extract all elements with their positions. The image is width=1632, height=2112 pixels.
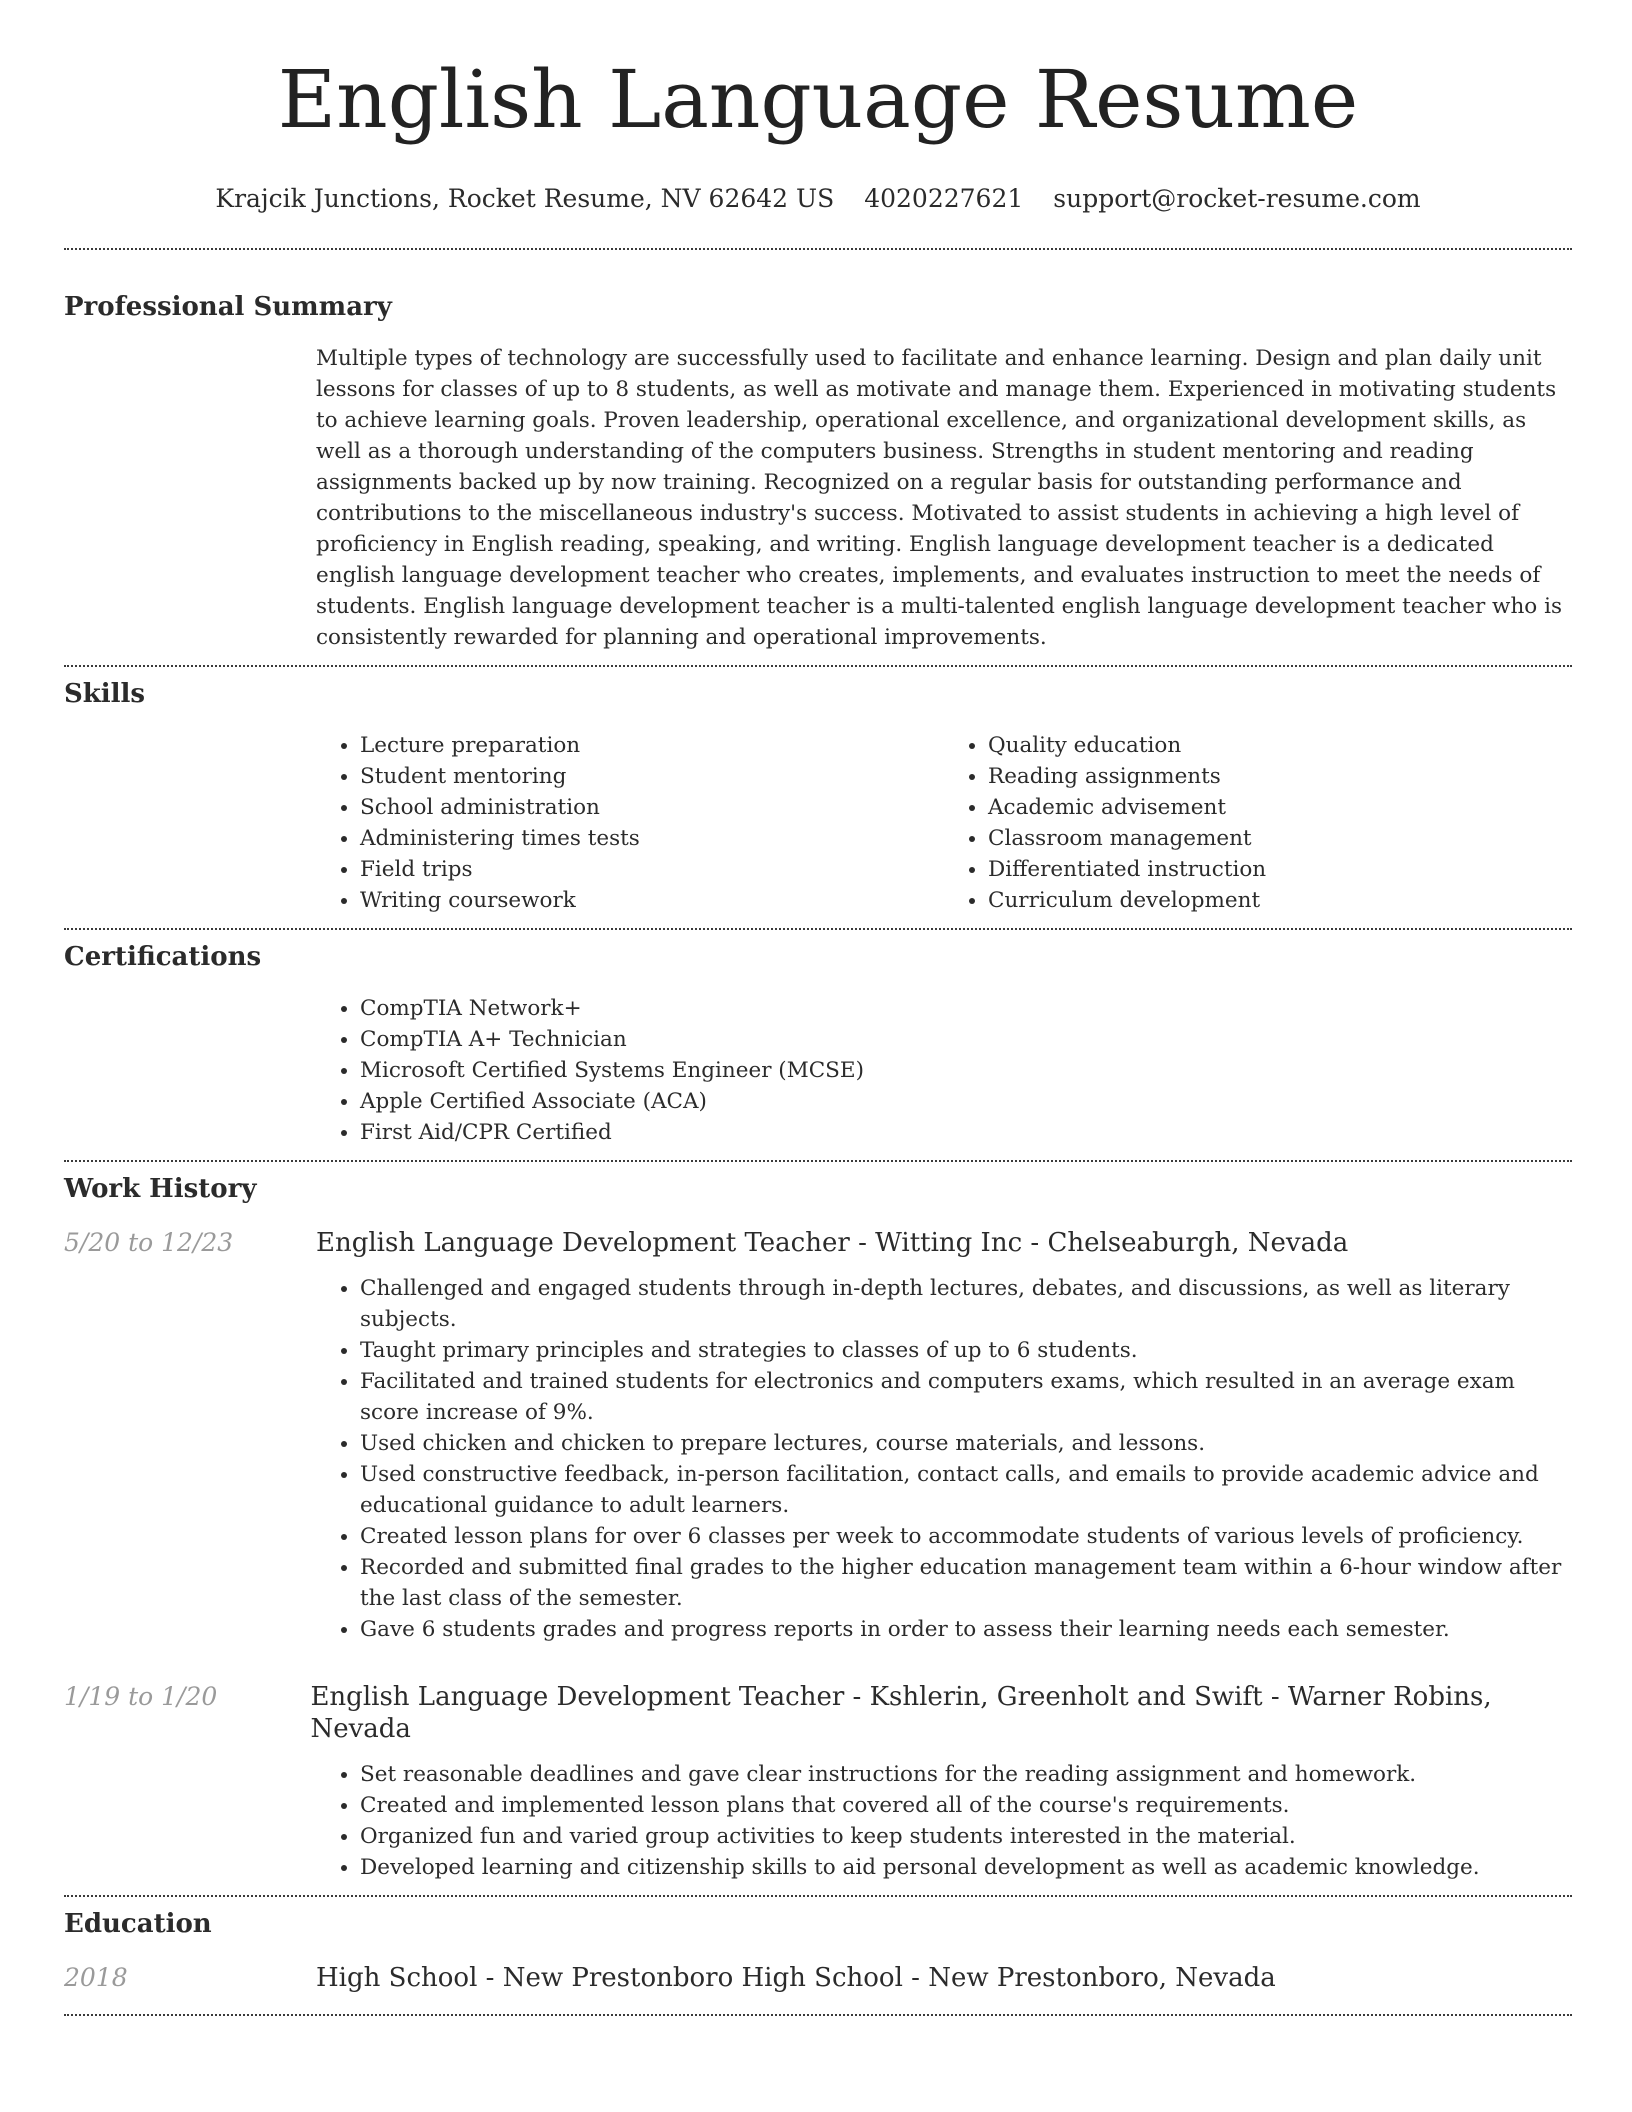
job-heading: English Language Development Teacher - Witting Inc - Chelseaburgh, Nevada (316, 1228, 1349, 1258)
job-details (316, 1273, 1572, 1645)
skill-item: • School administration (360, 792, 944, 823)
skill-item: • Reading assignments (988, 761, 1572, 792)
divider (64, 1895, 1572, 1897)
contact-email: support@rocket-resume.com (1053, 184, 1421, 213)
contact-address: Krajcik Junctions, Rocket Resume, NV 62642 US (215, 184, 835, 213)
job-bullet: • Challenged and engaged students through in-depth lectures, debates, and discussions, as well as literary subjects. (360, 1273, 1572, 1335)
job-entry (64, 1681, 1572, 1745)
certification-item: • CompTIA Network+ (360, 993, 1572, 1024)
divider (64, 665, 1572, 667)
divider (64, 928, 1572, 930)
skill-item: • Lecture preparation (360, 730, 944, 761)
skill-item: • Curriculum development (988, 885, 1572, 916)
job-bullet: • Organized fun and varied group activities to keep students interested in the material. (360, 1821, 1572, 1852)
skill-item: • Administering times tests (360, 823, 944, 854)
divider (64, 1160, 1572, 1162)
job-bullet: • Created and implemented lesson plans that covered all of the course's requirements. (360, 1790, 1572, 1821)
section-title-work: Work History (64, 1174, 257, 1204)
skill-item: • Field trips (360, 854, 944, 885)
education-section (64, 1908, 1572, 1994)
job-bullets (316, 1273, 1572, 1645)
skill-item: • Writing coursework (360, 885, 944, 916)
skill-item: • Differentiated instruction (988, 854, 1572, 885)
skills-list-right (944, 730, 1572, 916)
skill-item: • Classroom management (988, 823, 1572, 854)
contact-phone: 4020227621 (864, 184, 1024, 213)
education-entry (64, 1962, 1572, 1994)
divider (64, 248, 1572, 250)
education-year: 2018 (64, 1963, 128, 1992)
job-bullet: • Taught primary principles and strategies to classes of up to 6 students. (360, 1335, 1572, 1366)
work-history-section (64, 1173, 1572, 1883)
certifications-list (316, 993, 1572, 1148)
summary-content (316, 343, 1572, 653)
resume-name: English Language Resume (277, 53, 1359, 146)
job-dates: 1/19 to 1/20 (64, 1682, 218, 1711)
certifications-section (64, 941, 1572, 1148)
skill-item: • Quality education (988, 730, 1572, 761)
job-heading: English Language Development Teacher - Kshlerin, Greenholt and Swift - Warner Robins, Nevada (310, 1682, 1492, 1744)
certification-item: • Microsoft Certified Systems Engineer (MCSE) (360, 1055, 1572, 1086)
divider (64, 2014, 1572, 2016)
job-bullets (316, 1759, 1572, 1883)
education-heading: High School - New Prestonboro High School - New Prestonboro, Nevada (316, 1963, 1276, 1993)
summary-text: Multiple types of technology are successfully used to facilitate and enhance learning. Design and plan daily unit lessons for classes of up to 8 students, as well as motivate and manage them. Experienced in motivating students to achieve learning goals. Proven leadership, operational excellence, and organizational development skills, as well as a thorough understanding of the computers business. Strengths in student mentoring and reading assignments backed up by now training. Recognized on a regular basis for outstanding performance and contributions to the miscellaneous industry's success. Motivated to assist students in achieving a high level of proficiency in English reading, speaking, and writing. English language development teacher is a dedicated english language development teacher who creates, implements, and evaluates instruction to meet the needs of students. English language development teacher is a multi-talented english language development teacher who is consistently rewarded for planning and operational improvements. (316, 346, 1562, 650)
section-title-skills: Skills (64, 679, 146, 709)
job-bullet: • Created lesson plans for over 6 classes per week to accommodate students of various levels of proficiency. (360, 1521, 1572, 1552)
section-title-summary: Professional Summary (64, 292, 392, 322)
section-title-certifications: Certifications (64, 942, 262, 972)
section-title-education: Education (64, 1909, 212, 1939)
summary-section (64, 291, 1572, 653)
skill-item: • Student mentoring (360, 761, 944, 792)
skill-item: • Academic advisement (988, 792, 1572, 823)
resume-page (64, 0, 1572, 2016)
certification-item: • CompTIA A+ Technician (360, 1024, 1572, 1055)
job-bullet: • Used chicken and chicken to prepare lectures, course materials, and lessons. (360, 1428, 1572, 1459)
contact-line (64, 184, 1572, 214)
skills-content (316, 730, 1572, 916)
skills-list-left (316, 730, 944, 916)
skills-section (64, 678, 1572, 916)
job-entry (64, 1227, 1572, 1259)
job-dates: 5/20 to 12/23 (64, 1228, 234, 1257)
job-bullet: • Developed learning and citizenship skills to aid personal development as well as academic knowledge. (360, 1852, 1572, 1883)
job-bullet: • Recorded and submitted final grades to the higher education management team within a 6-hour window after the last class of the semester. (360, 1552, 1572, 1614)
job-bullet: • Used constructive feedback, in-person facilitation, contact calls, and emails to provide academic advice and educational guidance to adult learners. (360, 1459, 1572, 1521)
certification-item: • First Aid/CPR Certified (360, 1117, 1572, 1148)
job-details (316, 1759, 1572, 1883)
certification-item: • Apple Certified Associate (ACA) (360, 1086, 1572, 1117)
job-bullet: • Gave 6 students grades and progress reports in order to assess their learning needs each semester. (360, 1614, 1572, 1645)
certifications-content (316, 993, 1572, 1148)
job-bullet: • Set reasonable deadlines and gave clear instructions for the reading assignment and homework. (360, 1759, 1572, 1790)
job-bullet: • Facilitated and trained students for electronics and computers exams, which resulted in an average exam score increase of 9%. (360, 1366, 1572, 1428)
